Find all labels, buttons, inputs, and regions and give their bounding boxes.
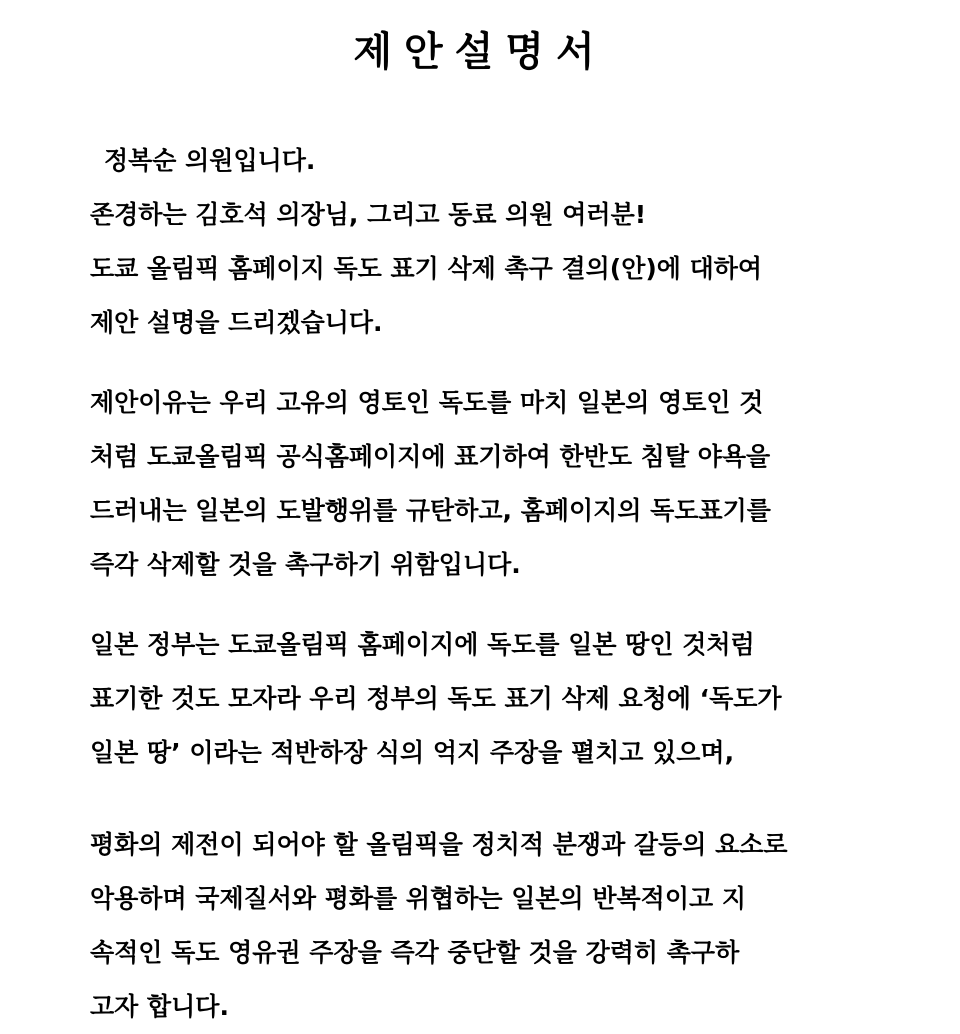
paragraph-greeting: [90, 134, 880, 350]
text-line: 일본 정부는 도쿄올림픽 홈페이지에 독도를 일본 땅인 것처럼: [90, 630, 755, 659]
text-line: 존경하는 김호석 의장님, 그리고 동료 의원 여러분!: [90, 200, 647, 229]
text-line: 고자 합니다.: [90, 992, 229, 1021]
document-title: 제안설명서: [353, 28, 607, 75]
text-line: 속적인 독도 영유권 주장을 즉각 중단할 것을 강력히 촉구하: [90, 938, 740, 967]
text-line: 악용하며 국제질서와 평화를 위협하는 일본의 반복적이고 지: [90, 884, 746, 913]
text-line: 제안 설명을 드리겠습니다.: [90, 308, 383, 337]
text-line: 평화의 제전이 되어야 할 올림픽을 정치적 분쟁과 갈등의 요소로: [90, 830, 788, 859]
text-line: 일본 땅’ 이라는 적반하장 식의 억지 주장을 펼치고 있으며,: [90, 738, 735, 767]
text-line: 제안이유는 우리 고유의 영토인 독도를 마치 일본의 영토인 것: [90, 388, 764, 417]
text-line: 처럼 도쿄올림픽 공식홈페이지에 표기하여 한반도 침탈 야욕을: [90, 442, 771, 471]
text-line: 도쿄 올림픽 홈페이지 독도 표기 삭제 촉구 결의(안)에 대하여: [90, 254, 763, 283]
paragraph-conclusion: [90, 818, 880, 1034]
text-line: 표기한 것도 모자라 우리 정부의 독도 표기 삭제 요청에 ‘독도가: [90, 684, 782, 713]
paragraph-proposal-reason: [90, 376, 880, 592]
text-line: 즉각 삭제할 것을 촉구하기 위함입니다.: [90, 550, 521, 579]
text-line: 드러내는 일본의 도발행위를 규탄하고, 홈페이지의 독도표기를: [90, 496, 771, 525]
paragraph-japan-government: [90, 618, 880, 780]
text-line: 정복순 의원입니다.: [104, 146, 316, 175]
